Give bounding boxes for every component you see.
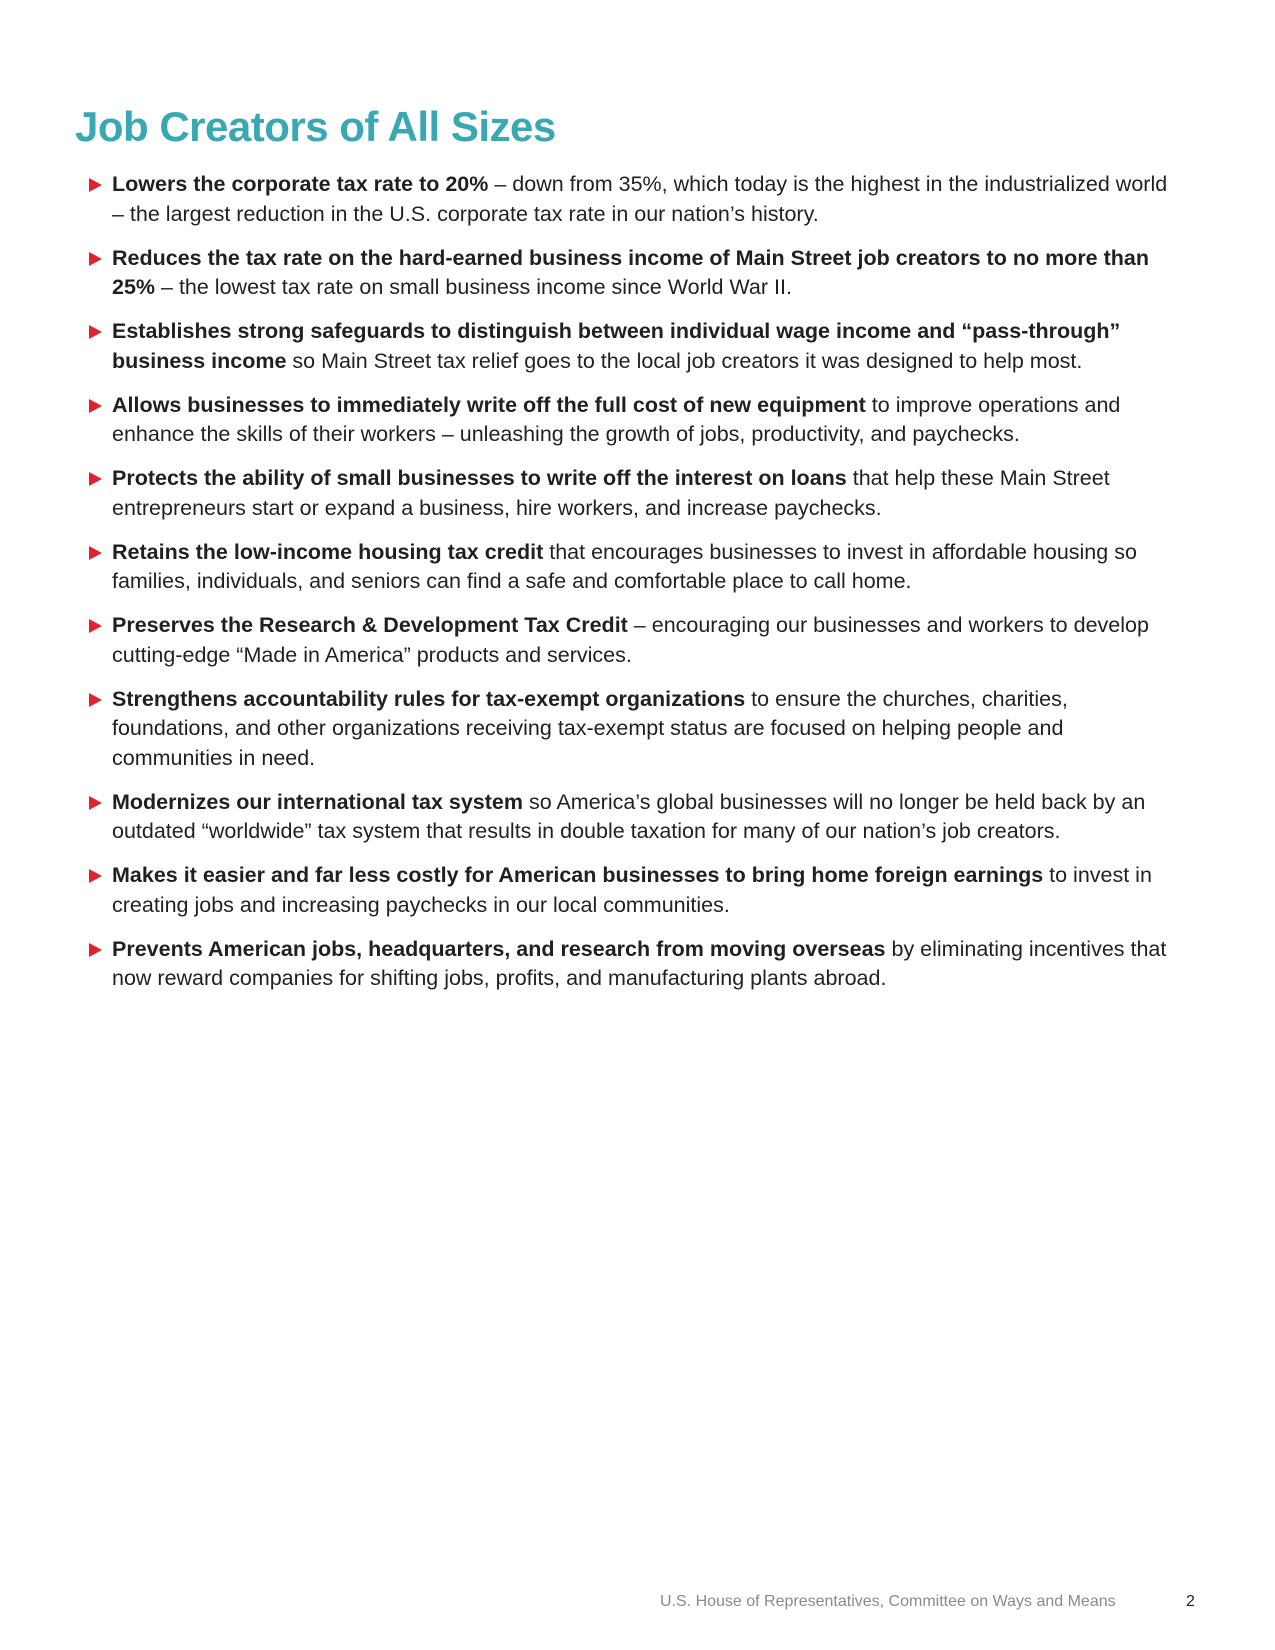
bullet-list	[88, 170, 1178, 1008]
bullet-heading: Reduces the tax rate on the hard-earned business income of Main Street job creators to no more than 25%	[112, 245, 1149, 299]
list-item	[88, 317, 1178, 376]
bullet-text: that help these Main Street entrepreneurs start or expand a business, hire workers, and increase paychecks.	[112, 466, 1110, 520]
list-item	[88, 685, 1178, 774]
triangle-bullet-icon	[89, 399, 102, 413]
bullet-text: so Main Street tax relief goes to the local job creators it was designed to help most.	[286, 348, 1083, 373]
list-item	[88, 788, 1178, 847]
triangle-bullet-icon	[89, 943, 102, 957]
triangle-bullet-icon	[89, 796, 102, 810]
triangle-bullet-icon	[89, 252, 102, 266]
triangle-bullet-icon	[89, 472, 102, 486]
triangle-bullet-icon	[89, 693, 102, 707]
list-item	[88, 244, 1178, 303]
footer-source: U.S. House of Representatives, Committee on Ways and Means	[660, 1593, 1116, 1610]
triangle-bullet-icon	[89, 619, 102, 633]
triangle-bullet-icon	[89, 546, 102, 560]
list-item	[88, 170, 1178, 229]
bullet-heading: Strengthens accountability rules for tax-exempt organizations	[112, 686, 746, 711]
list-item	[88, 861, 1178, 920]
bullet-text: that encourages businesses to invest in affordable housing so families, individuals, and seniors can find a safe and comfortable place to call home.	[112, 539, 1137, 593]
list-item	[88, 935, 1178, 994]
list-item	[88, 611, 1178, 670]
bullet-heading: Establishes strong safeguards to distinguish between individual wage income and “pass-through” business income	[112, 319, 1121, 373]
bullet-heading: Preserves the Research & Development Tax Credit	[112, 613, 628, 637]
bullet-heading: Prevents American jobs, headquarters, and research from moving overseas	[112, 936, 886, 961]
bullet-text: – down from 35%, which today is the highest in the industrialized world – the largest reduction in the U.S. corporate tax rate in our nation’s history.	[112, 172, 1168, 226]
bullet-heading: Retains the low-income housing tax credit	[112, 539, 544, 564]
triangle-bullet-icon	[89, 325, 102, 339]
page-title: Job Creators of All Sizes	[75, 103, 556, 150]
bullet-text: to invest in creating jobs and increasing paychecks in our local communities.	[112, 863, 1152, 917]
list-item	[88, 538, 1178, 597]
bullet-heading: Makes it easier and far less costly for American businesses to bring home foreign earnings	[112, 863, 1044, 887]
bullet-heading: Modernizes our international tax system	[112, 789, 523, 814]
bullet-text: so America’s global businesses will no longer be held back by an outdated “worldwide” tax system that results in double taxation for many of our nation’s job creators.	[112, 789, 1146, 843]
list-item	[88, 391, 1178, 450]
bullet-text: to improve operations and enhance the skills of their workers – unleashing the growth of jobs, productivity, and paychecks.	[112, 392, 1121, 446]
triangle-bullet-icon	[89, 178, 102, 192]
list-item	[88, 464, 1178, 523]
bullet-text: by eliminating incentives that now reward companies for shifting jobs, profits, and manufacturing plants abroad.	[112, 936, 1167, 990]
bullet-heading: Protects the ability of small businesses to write off the interest on loans	[112, 466, 847, 490]
bullet-text: – the lowest tax rate on small business income since World War II.	[155, 275, 792, 299]
bullet-text: to ensure the churches, charities, foundations, and other organizations receiving tax-exempt status are focused on helping people and communities in need.	[112, 686, 1068, 770]
page-number: 2	[1186, 1593, 1195, 1610]
bullet-text: – encouraging our businesses and workers to develop cutting-edge “Made in America” products and services.	[112, 613, 1149, 667]
bullet-heading: Allows businesses to immediately write off the full cost of new equipment	[112, 392, 866, 417]
triangle-bullet-icon	[89, 869, 102, 883]
bullet-heading: Lowers the corporate tax rate to 20%	[112, 172, 489, 196]
